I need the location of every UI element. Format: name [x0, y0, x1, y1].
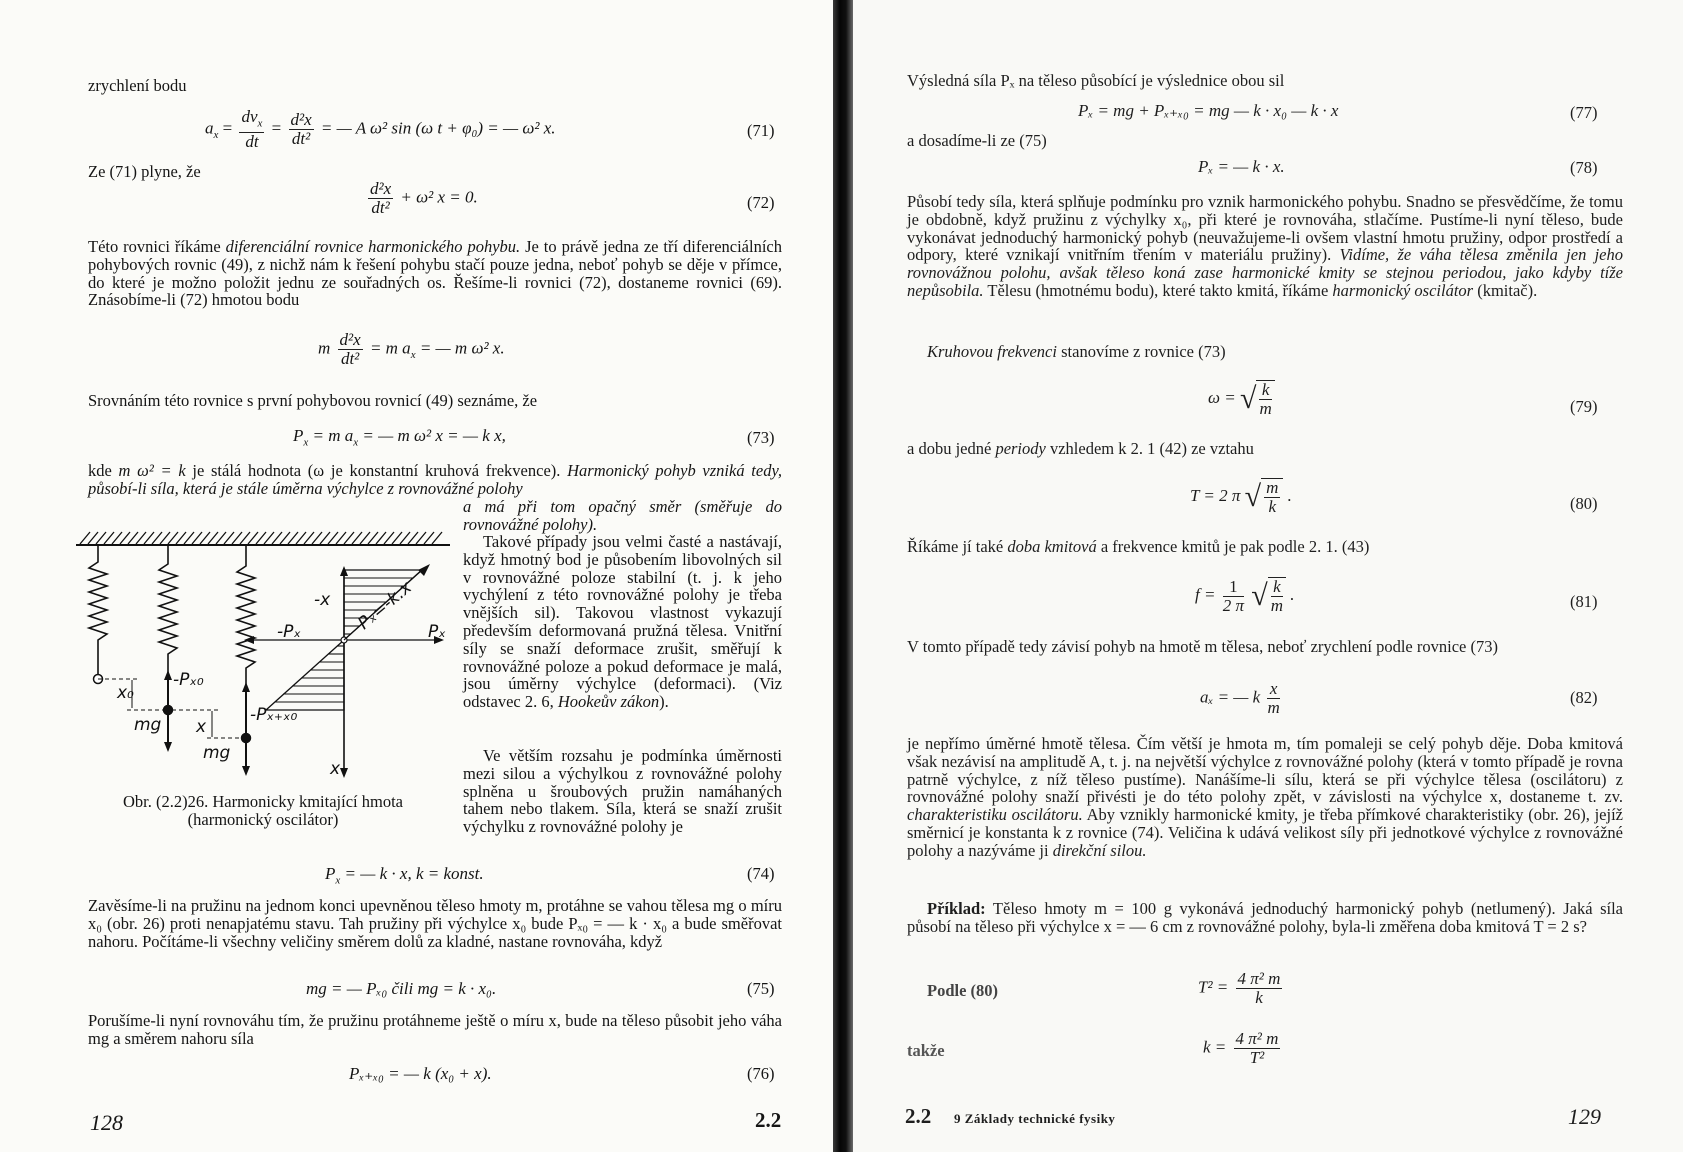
figure-label-x-bottom: x	[330, 759, 341, 779]
right-page	[853, 0, 1683, 1152]
paragraph-harmonic-oscillator: Působí tedy síla, která splňuje podmínku pro vznik harmonického pohybu. Snadno se přesvědčíme, že tomu je obdobně, když pružinu z výchylky x₀, při které je rovnováha, stlačíme. Pustíme-li nyní těleso, bude vykonávat jednoduchý harmonický pohyb (neuvažujeme-li ovšem vlastní hmotu pružiny, odpor prostředí a odpory, které vznikají vnitřním třením v materiálu pružiny). Vidíme, že váha tělesa změnila jen jeho rovnovážnou polohu, avšak těleso koná zase harmonické kmity se stejnou periodou, jako kdyby tíže nepůsobila. Tělesu (hmotnému bodu), které takto kmitá, říkáme harmonický oscilátor (kmitač).	[907, 192, 1623, 300]
figure-label-minus-x: -x	[314, 590, 331, 610]
paragraph-harmonic-definition: kde m ω² = k je stálá hodnota (ω je konstantní kruhová frekvence). Harmonický pohyb vzniká tedy, působí-li síla, která je stále úměrna výchylce z rovnovážné polohy	[88, 461, 782, 498]
equation-number-82: (82)	[1570, 688, 1598, 707]
equation-k: k = $\frac{\text{4 π² m}}{\text{T²}}$	[1203, 1029, 1279, 1067]
figure-label-mg-2: mg	[203, 743, 231, 763]
equation-number-73: (73)	[747, 428, 775, 447]
equation-number-71: (71)	[747, 121, 775, 140]
example-problem: Příklad: Těleso hmoty m = 100 g vykonává jednoduchý harmonický pohyb (netlumený). Jaká síla působí na těleso při výchylce x = — 6 cm z rovnovážné polohy, byla-li změřena doba kmitová T = 2 s?	[907, 899, 1623, 936]
figure-label-x: x	[196, 717, 207, 737]
label-podle: Podle (80)	[927, 981, 999, 1000]
book-title-footer: 9 Základy technické fysiky	[954, 1111, 1116, 1126]
figure-label-minus-px: -Pₓ	[277, 622, 301, 642]
section-number-left: 2.2	[755, 1108, 782, 1132]
equation-73: $P_x = m$ $a_x$ = — m ω² x = — k x,	[293, 426, 506, 449]
paragraph-disturbance: Porušíme-li nyní rovnováhu tím, že pružinu protáhneme ještě o míru x, bude na těleso působit jeho váha mg a směrem nahoru síla	[88, 1011, 782, 1048]
equation-72: $\frac{\text{d²x}}{\text{dt²}}$ + ω² x = 0.	[370, 179, 478, 217]
equation-number-78: (78)	[1570, 158, 1598, 177]
figure-label-px: Pₓ	[428, 622, 446, 642]
equation-number-81: (81)	[1570, 592, 1598, 611]
figure-label-pxx0: -Pₓ₊ₓ₀	[250, 705, 298, 725]
side-text-2: Ve větším rozsahu je podmínka úměrnosti mezi silou a výchylkou z rovnovážné polohy splněna u šroubových pružin namáhaných tahem nebo tlakem. Síla, která se snaží zrušit výchylku z rovnovážné polohy je	[463, 746, 782, 837]
paragraph-comparison: Srovnáním této rovnice s první pohybovou rovnicí (49) seznáme, že	[88, 391, 538, 410]
equation-number-74: (74)	[747, 864, 775, 883]
label-takze: takže	[907, 1041, 945, 1060]
book-gutter	[833, 0, 853, 1152]
paragraph-resultant-force: Výsledná síla Pₓ na těleso působící je výslednice obou sil	[907, 71, 1285, 90]
from-71-text: Ze (71) plyne, že	[88, 162, 201, 181]
figure-label-x0: x₀	[117, 683, 134, 703]
paragraph-period: a dobu jedné periody vzhledem k 2. 1 (42) ze vztahu	[907, 439, 1254, 458]
equation-77: Pₓ = mg + Pₓ₊ₓ₀ = mg — k · x₀ — k · x	[1078, 101, 1339, 120]
paragraph-oscillation-period: Říkáme jí také doba kmitová a frekvence kmitů je pak podle 2. 1. (43)	[907, 537, 1370, 556]
paragraph-substitute: a dosadíme-li ze (75)	[907, 131, 1047, 150]
equation-number-77: (77)	[1570, 103, 1598, 122]
section-number-right: 2.2	[905, 1104, 932, 1128]
page-number-left: 128	[90, 1110, 123, 1135]
paragraph-spring-equilibrium: Zavěsíme-li na pružinu na jednom konci upevněnou těleso hmoty m, protáhne se vahou tělesa mg o míru x₀ (obr. 26) proti nenapjatému stavu. Tah pružiny při výchylce x₀ bude Pₓ₀ = — k · x₀ a bude směřovat nahoru. Počítáme-li všechny veličiny směrem dolů za kladné, nastane rovnováha, když	[88, 896, 782, 951]
figure-label-px0: -Pₓ₀	[173, 670, 204, 690]
equation-number-72: (72)	[747, 193, 775, 212]
equation-78: Pₓ = — k · x.	[1198, 157, 1285, 176]
page-number-right: 129	[1568, 1104, 1601, 1129]
equation-80: T = 2 π √ $\frac{m}{k}$ .	[1190, 478, 1292, 516]
figure-label-mg-1: mg	[134, 715, 162, 735]
equation-74: $P_x$ = — k · x, k = konst.	[325, 864, 484, 887]
equation-mass: m $\frac{\text{d²x}}{\text{dt²}}$ = m $a_x$ = — m ω² x.	[318, 330, 505, 368]
paragraph-characteristic: je nepřímo úměrné hmotě tělesa. Čím větší je hmota m, tím pomaleji se celý pohyb děje. Doba kmitová však nezávisí na amplitudě A, t. j. na největší výchylce z rovnovážné polohy (která v tomto případě je rovna patrně výchylce, z níž těleso pustíme). Nanášíme-li sílu, která se při výchylce tělesa (oscilátoru) z rovnovážné polohy snaží přivésti je do této polohy zpět, v závislosti na výchylce x, dostaneme t. zv. charakteristiku oscilátoru. Aby vznikly harmonické kmity, je třeba přímkové charakteristiky (obr. 26), jejíž směrnicí je konstanta k z rovnice (74). Veličina k udává velikost síly při jednotkové výchylce z rovnovážné polohy a nazýváme ji direkční silou.	[907, 734, 1623, 860]
equation-t-squared: T² = $\frac{\text{4 π² m}}{k}$	[1198, 969, 1281, 1007]
equation-81: f = $\frac{1}{2 \pi}$ √ $\frac{k}{m}$ .	[1195, 576, 1295, 615]
paragraph-harmonic-definition-cont: a má při tom opačný směr (směřuje do rovnovážné polohy).	[463, 497, 782, 534]
equation-82: aₓ = — k $\frac{x}{m}$	[1200, 679, 1280, 717]
figure-caption: Obr. (2.2)26. Harmonicky kmitající hmota (harmonický oscilátor)	[123, 792, 403, 829]
equation-number-80: (80)	[1570, 494, 1598, 513]
equation-71: $a_x$ = $\frac{dv_x}{dt}$ = $\frac{\text{d²x}}{\text{dt²}}$ = — A ω² sin (ω t + φ₀) = — ω² x.	[205, 107, 556, 152]
paragraph-angular-frequency: Kruhovou frekvenci stanovíme z rovnice (73)	[927, 342, 1226, 361]
equation-number-76: (76)	[747, 1064, 775, 1083]
paragraph-mass-dependence: V tomto případě tedy závisí pohyb na hmotě m tělesa, neboť zrychlení podle rovnice (73)	[907, 637, 1498, 656]
figure-label-px-kx: Pₓ=-k.x	[354, 577, 416, 634]
equation-number-79: (79)	[1570, 397, 1598, 416]
equation-79: ω = √ $\frac{k}{m}$	[1208, 380, 1275, 418]
equation-76: Pₓ₊ₓ₀ = — k (x₀ + x).	[349, 1064, 492, 1083]
left-page	[0, 0, 833, 1152]
equation-75: mg = — Pₓ₀ čili mg = k · x₀.	[306, 979, 497, 998]
equation-number-75: (75)	[747, 979, 775, 998]
paragraph-harmonic-equation: Této rovnici říkáme diferenciální rovnice harmonického pohybu. Je to právě jedna ze tří diferenciálních pohybových rovnic (49), z nichž nám k řešení pohybu stačí pouze jedna, neboť pohyb se děje v přímce, do které je možno položit jednu ze souřadných os. Řešíme-li rovnici (72), dostaneme rovnici (69). Znásobíme-li (72) hmotou bodu	[88, 237, 782, 310]
harmonic-oscillator-figure	[72, 530, 452, 785]
intro-text: zrychlení bodu	[88, 76, 187, 95]
side-text-1: Takové případy jsou velmi časté a nastávají, když hmotný bod je působením libovolných sil v rovnovážné poloze stabilní (t. j. k jeho vychýlení z této rovnovážné polohy je třeba vnějších sil). Takovou vlastnost vykazují především deformovaná pružná tělesa. Vnitřní síly se snaží deformace zrušit, směřují k rovnovážné poloze a pokud deformace je malá, jsou úměrny výchylce (deformaci). (Viz odstavec 2. 6, Hookeův zákon).	[463, 532, 782, 712]
